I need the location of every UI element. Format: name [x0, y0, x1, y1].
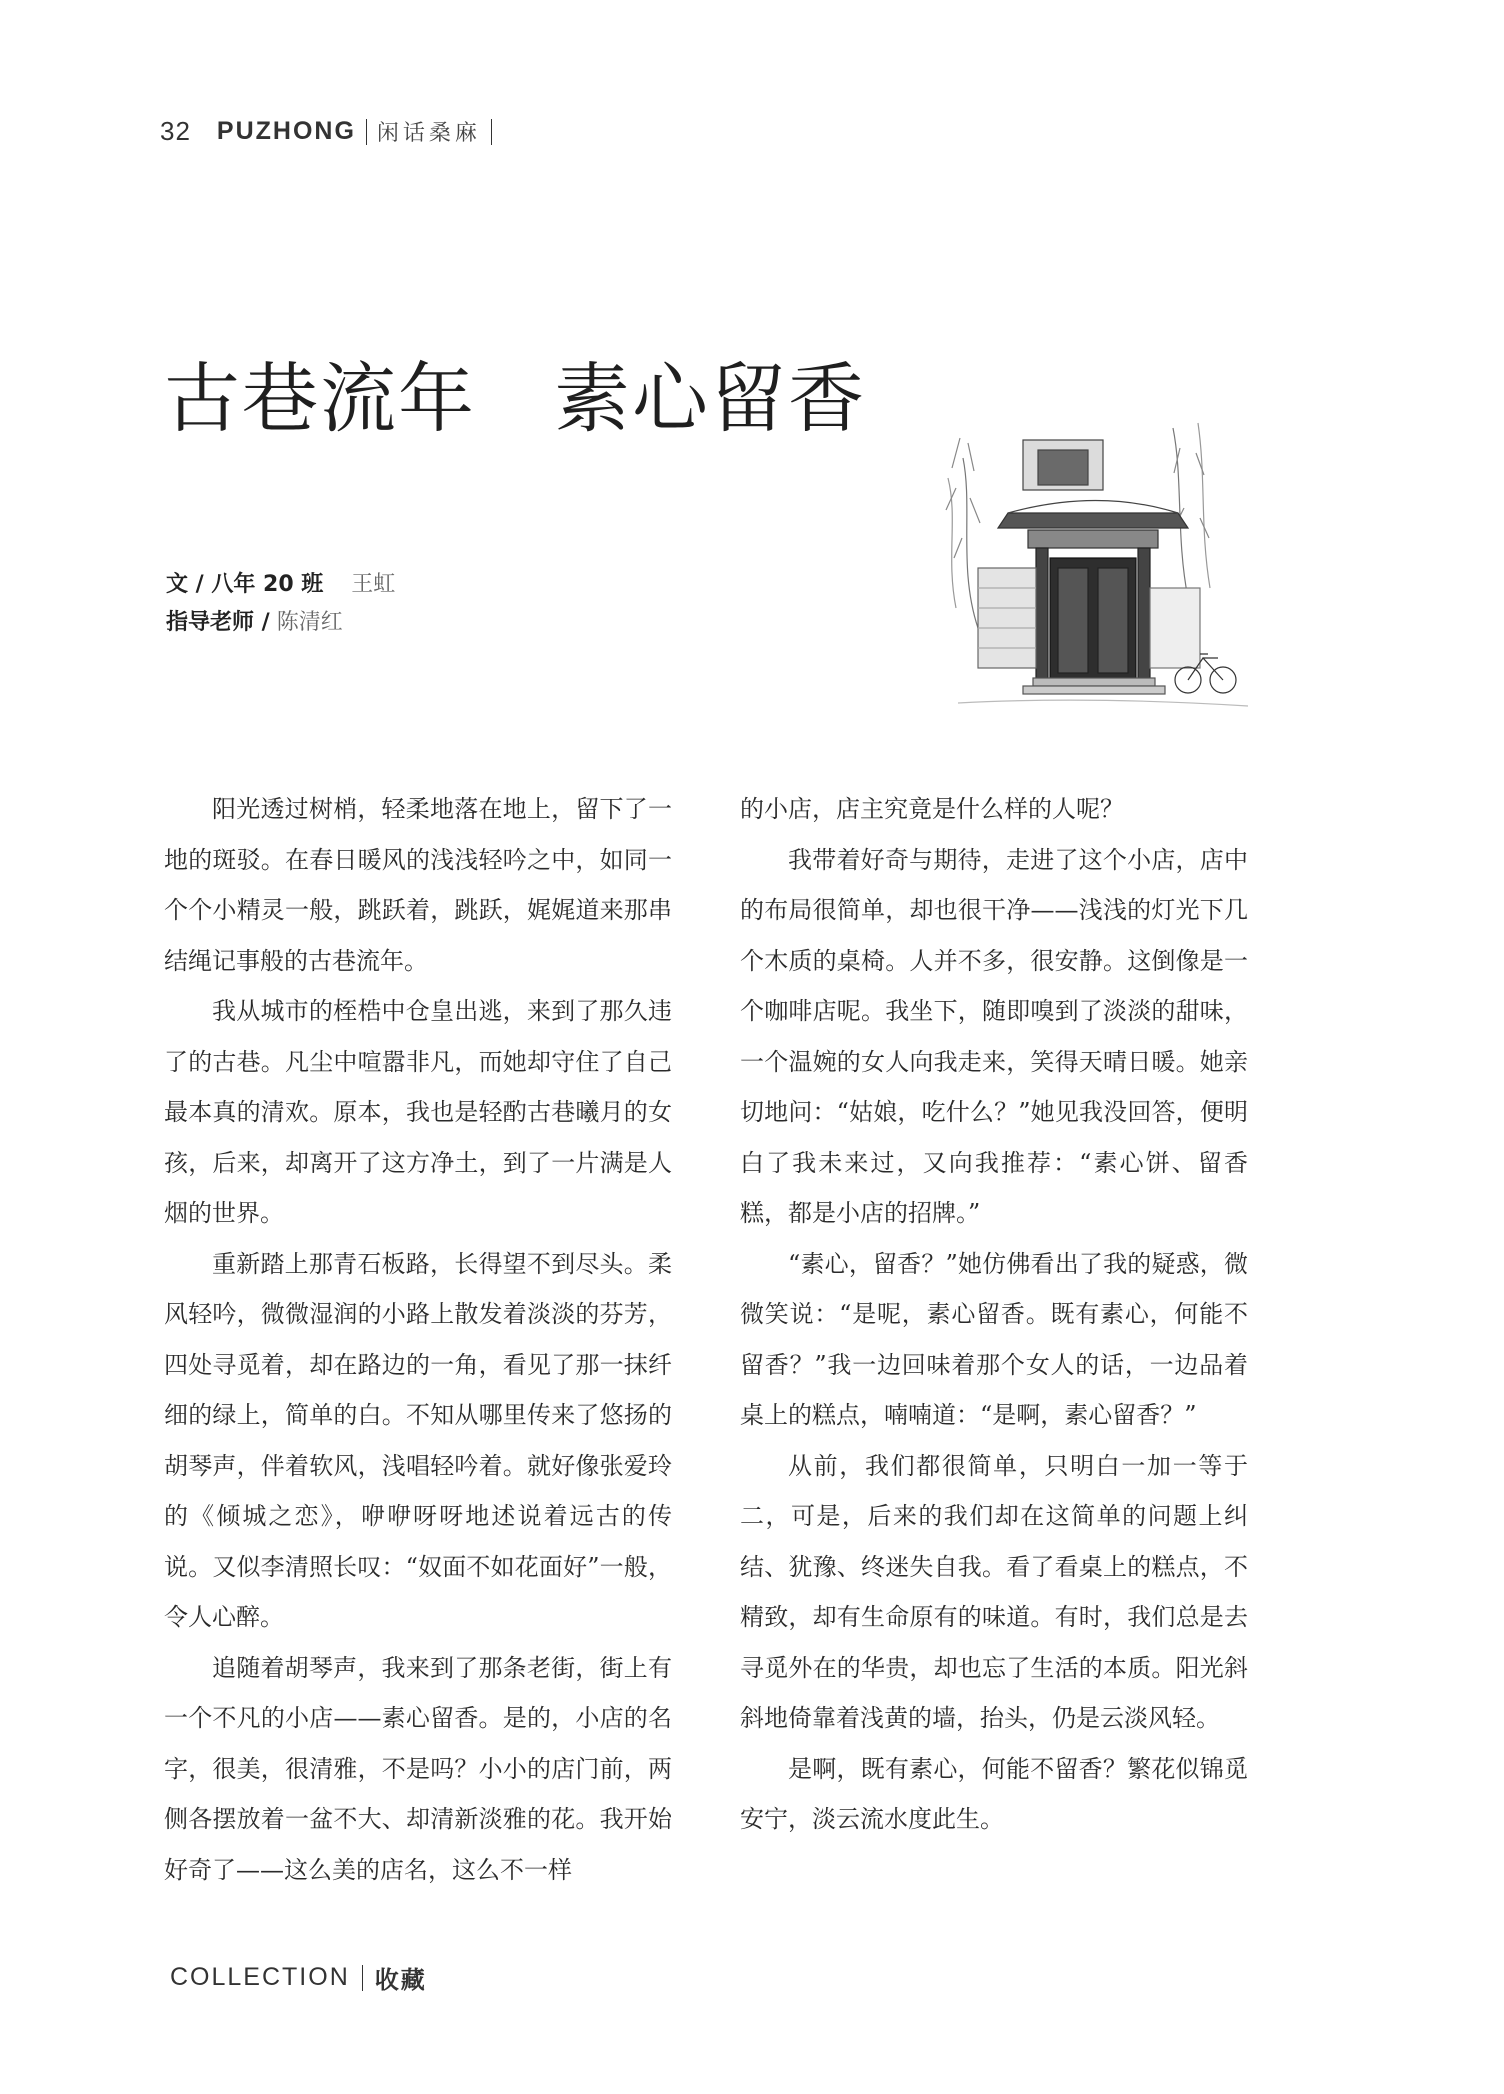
divider	[366, 119, 367, 145]
paragraph: 从前，我们都很简单，只明白一加一等于二，可是，后来的我们却在这简单的问题上纠结、犹豫、终迷失自我。看了看桌上的糕点，不精致，却有生命原有的味道。有时，我们总是去寻觅外在的华贵，却也忘了生活的本质。阳光斜斜地倚靠着浅黄的墙，抬头，仍是云淡风轻。	[740, 1451, 1248, 1732]
paragraph: 重新踏上那青石板路，长得望不到尽头。柔风轻吟，微微湿润的小路上散发着淡淡的芬芳，四处寻觅着，却在路边的一角，看见了那一抹纤细的绿上，简单的白。不知从哪里传来了悠扬的胡琴声，伴着软风，浅唱轻吟着。就好像张爱玲的《倾城之恋》，咿咿呀呀地述说着远古的传说。又似李清照长叹：“奴面不如花面好”一般，令人心醉。	[164, 1249, 672, 1631]
article-column-left	[164, 784, 672, 1895]
author-line	[166, 566, 395, 604]
alley-gate-sketch	[938, 418, 1252, 718]
article-column-right	[740, 784, 1248, 1845]
section-name-en: COLLECTION	[170, 1963, 350, 1991]
paragraph: 是啊，既有素心，何能不留香？繁花似锦觅安宁，淡云流水度此生。	[740, 1754, 1248, 1833]
article-title: 古巷流年 素心留香	[164, 354, 866, 443]
page-number: 32	[160, 116, 191, 146]
author-name: 王虹	[351, 572, 396, 597]
teacher-label: 指导老师 /	[166, 610, 270, 635]
divider	[491, 119, 492, 145]
paragraph: 阳光透过树梢，轻柔地落在地上，留下了一地的斑驳。在春日暖风的浅浅轻吟之中，如同一个个小精灵一般，跳跃着，跳跃，娓娓道来那串结绳记事般的古巷流年。	[164, 795, 672, 975]
divider	[362, 1965, 363, 1991]
page-footer	[170, 1960, 427, 1995]
column-name: 闲话桑麻	[376, 121, 481, 146]
paragraph: “素心，留香？”她仿佛看出了我的疑惑，微微笑说：“是呢，素心留香。既有素心，何能不留香？”我一边回味着那个女人的话，一边品着桌上的糕点，喃喃道：“是啊，素心留香？”	[740, 1249, 1248, 1429]
paragraph-continuation: 的小店，店主究竟是什么样的人呢？	[740, 795, 1124, 823]
teacher-name: 陈清红	[276, 610, 343, 635]
page-header	[160, 116, 502, 147]
paragraph: 我从城市的桎梏中仓皇出逃，来到了那久违了的古巷。凡尘中喧嚣非凡，而她却守住了自己最本真的清欢。原本，我也是轻酌古巷曦月的女孩，后来，却离开了这方净土，到了一片满是人烟的世界。	[164, 997, 672, 1227]
paragraph: 追随着胡琴声，我来到了那条老街，街上有一个不凡的小店——素心留香。是的，小店的名字，很美，很清雅，不是吗？小小的店门前，两侧各摆放着一盆不大、却清新淡雅的花。我开始好奇了——这么美的店名，这么不一样	[164, 1653, 672, 1884]
teacher-line	[166, 604, 395, 642]
magazine-brand: PUZHONG	[216, 117, 356, 145]
author-label: 文 / 八年 20 班	[166, 572, 324, 597]
section-name-cn: 收藏	[374, 1966, 427, 1994]
paragraph: 我带着好奇与期待，走进了这个小店，店中的布局很简单，却也很干净——浅浅的灯光下几个木质的桌椅。人并不多，很安静。这倒像是一个咖啡店呢。我坐下，随即嗅到了淡淡的甜味，一个温婉的女人向我走来，笑得天晴日暖。她亲切地问：“姑娘，吃什么？”她见我没回答，便明白了我未来过，又向我推荐：“素心饼、留香糕，都是小店的招牌。”	[740, 845, 1248, 1227]
byline	[166, 566, 395, 642]
